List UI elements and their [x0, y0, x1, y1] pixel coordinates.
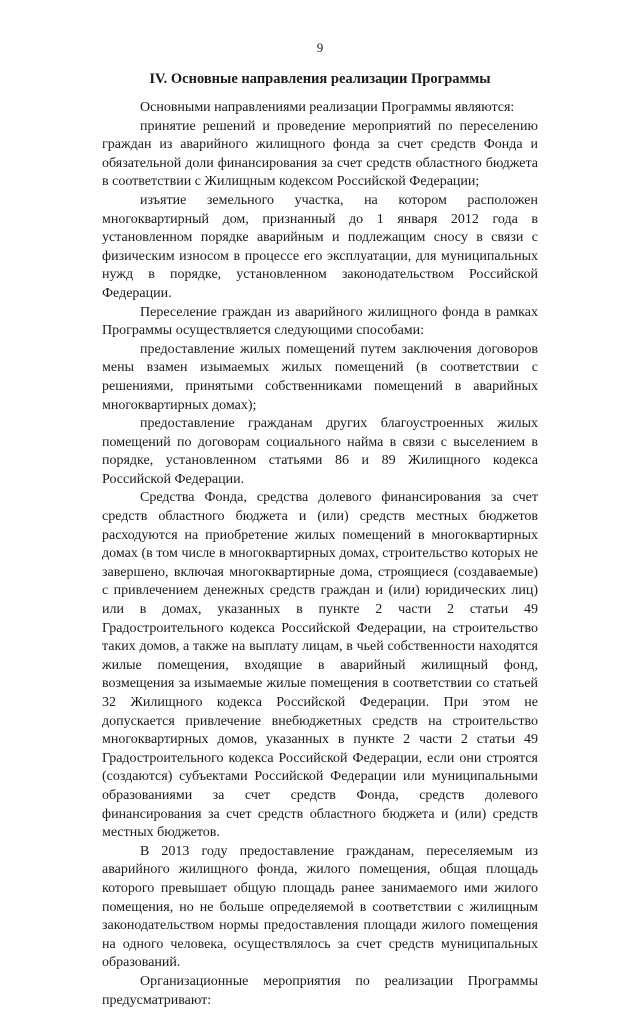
section-title: IV. Основные направления реализации Программы	[149, 71, 491, 87]
document-body	[102, 99, 538, 1010]
paragraph-list-item: принятие решений и проведение мероприятий по переселению граждан из аварийного жилищного фонда за счет средств Фонда и обязательной доли финансирования за счет средств областного бюджета в соответствии с Жилищным кодексом Российской Федерации;	[102, 118, 538, 190]
paragraph-list-item: изъятие земельного участка, на котором расположен многоквартирный дом, признанный до 1 января 2012 года в установленном порядке аварийным и подлежащим сносу в связи с физическим износом в процессе его эксплуатации, для муниципальных нужд в порядке, установленном законодательством Российской Федерации.	[102, 192, 538, 301]
paragraph-list-item: предоставление жилых помещений путем заключения договоров мены взамен изымаемых жилых помещений (в соответствии с решениями, принятыми собственниками помещений в аварийных многоквартирных домах);	[102, 341, 538, 413]
paragraph: Организационные мероприятия по реализации Программы предусматривают:	[102, 973, 538, 1008]
paragraph-intro: Основными направлениями реализации Программы являются:	[140, 100, 515, 115]
paragraph-list-item: предоставление гражданам других благоустроенных жилых помещений по договорам социального найма в связи с выселением в порядке, установленном статьями 86 и 89 Жилищного кодекса Российской Федерации.	[102, 416, 538, 487]
paragraph: В 2013 году предоставление гражданам, переселяемым из аварийного жилищного фонда, жилого помещения, общая площадь которого превышает общую площадь ранее занимаемого ими жилого помещения, но не больше определяемой в соответствии с жилищным законодательством нормы предоставления площади жилого помещения на одного человека, осуществлялось за счет средств муниципальных образований.	[102, 843, 538, 971]
paragraph: Переселение граждан из аварийного жилищного фонда в рамках Программы осуществляется следующими способами:	[102, 304, 538, 339]
page-number: 9	[316, 40, 324, 55]
paragraph: Средства Фонда, средства долевого финансирования за счет средств областного бюджета и (или) средств местных бюджетов расходуются на приобретение жилых помещений в многоквартирных домах (в том числе в многоквартирных домах, строительство которых не завершено, включая многоквартирные дома, строящиеся (создаваемые) с привлечением денежных средств граждан и (или) юридических лиц) или в домах, указанных в пункте 2 части 2 статьи 49 Градостроительного кодекса Российской Федерации, на строительство таких домов, а также на выплату лицам, в чьей собственности находятся жилые помещения, входящие в аварийный жилищный фонд, возмещения за изымаемые жилые помещения в соответствии со статьей 32 Жилищного кодекса Российской Федерации. При этом не допускается привлечение внебюджетных средств на строительство многоквартирных домов, указанных в пункте 2 части 2 статьи 49 Градостроительного кодекса Российской Федерации, если они строятся (создаются) субъектами Российской Федерации или муниципальными образованиями за счет средств Фонда, средств долевого финансирования за счет средств областного бюджета и (или) средств местных бюджетов.	[102, 490, 538, 841]
